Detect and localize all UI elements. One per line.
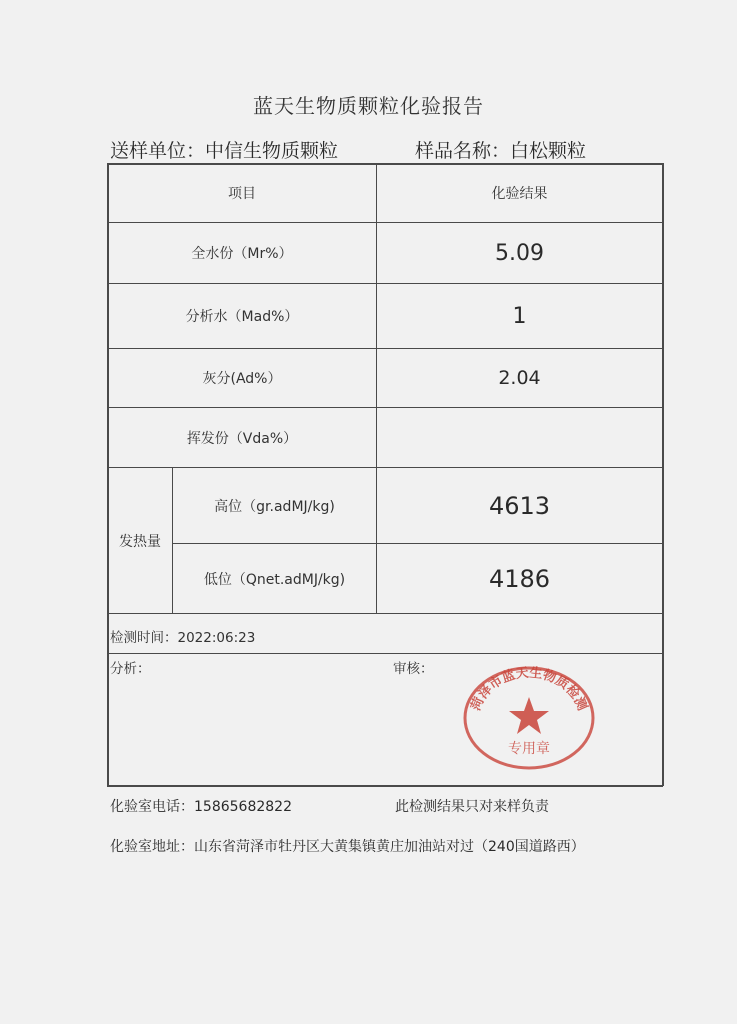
review-label: 审核： <box>393 661 434 677</box>
lab-address-value: 山东省菏泽市牡丹区大黄集镇黄庄加油站对过（240国道路西） <box>194 839 585 855</box>
row-label-heat-low: 低位（Qnet.adMJ/kg) <box>203 571 346 588</box>
row-label-analysis-water: 分析水（Mad%） <box>185 309 299 325</box>
row-label-heat-high: 高位（gr.adMJ/kg) <box>214 498 335 515</box>
test-time <box>110 626 255 646</box>
row-label-ash: 灰分(Ad%） <box>202 371 282 387</box>
col-header-item: 项目 <box>228 186 256 202</box>
row-value-heat-low: 4186 <box>488 564 551 593</box>
seal-bottom-text: 专用章 <box>508 741 550 757</box>
sender-label: 送样单位： <box>110 140 206 162</box>
row-value-volatile <box>377 408 662 467</box>
row-value-analysis-water: 1 <box>512 303 527 329</box>
sample-value: 白松颗粒 <box>510 140 587 162</box>
row-value-heat-high: 4613 <box>488 491 551 520</box>
seal-star-icon <box>509 697 549 734</box>
lab-address-label: 化验室地址： <box>110 839 194 855</box>
disclaimer-note: 此检测结果只对来样负责 <box>395 799 549 815</box>
report-title: 蓝天生物质颗粒化验报告 <box>253 94 484 118</box>
row-label-moisture: 全水份（Mr%） <box>191 246 293 262</box>
sample-label: 样品名称： <box>415 140 511 162</box>
test-time-value: 2022:06:23 <box>177 630 256 646</box>
lab-address <box>110 836 585 856</box>
official-seal <box>458 663 600 773</box>
row-value-moisture: 5.09 <box>495 240 544 266</box>
lab-phone <box>110 796 292 816</box>
col-header-result: 化验结果 <box>491 186 548 202</box>
seal-text: 菏泽市蓝天生物质检测 <box>468 665 590 713</box>
heat-label: 发热量 <box>119 533 161 550</box>
row-label-volatile: 挥发份（Vda%） <box>186 430 298 447</box>
analysis-label: 分析： <box>110 661 151 677</box>
test-time-label: 检测时间： <box>110 630 178 646</box>
sender-value: 中信生物质颗粒 <box>205 140 339 162</box>
lab-phone-label: 化验室电话： <box>110 799 194 815</box>
lab-phone-value: 15865682822 <box>194 799 292 815</box>
row-value-ash: 2.04 <box>498 367 541 389</box>
